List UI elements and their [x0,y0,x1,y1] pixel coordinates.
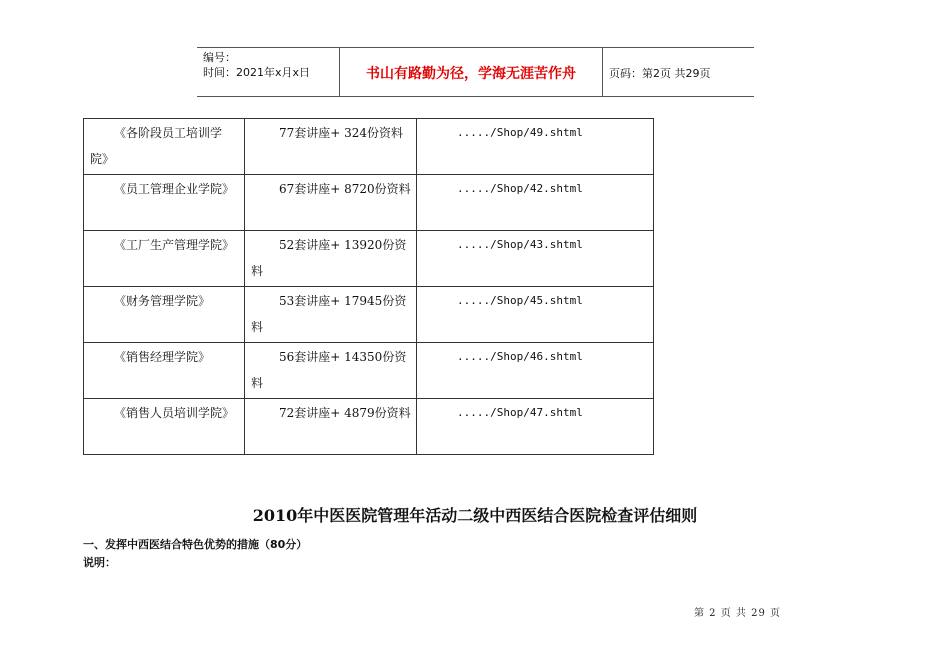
header-divider [602,47,603,97]
course-name-cell [84,399,245,455]
course-url-text: ...../Shop/49.shtml [457,126,583,139]
course-amount-cell [245,231,417,287]
course-url-text: ...../Shop/45.shtml [457,294,583,307]
page-header [197,47,754,97]
course-name-cell [84,119,245,175]
course-url-text: ...../Shop/42.shtml [457,182,583,195]
course-name-text: 《财务管理学院》 [114,294,211,308]
header-divider [339,47,340,97]
document-title: 2010年中医医院管理年活动二级中西医结合医院检查评估细则 [252,506,698,525]
course-name-text: 《销售经理学院》 [114,350,211,364]
course-amount-cell [245,399,417,455]
header-page-info: 页码：第2页 共29页 [609,67,711,80]
course-name-text: 《员工管理企业学院》 [114,182,235,196]
note-label: 说明： [83,556,116,569]
course-name-cell [84,287,245,343]
header-bottom-rule [197,96,754,97]
course-name-cell [84,175,245,231]
course-amount-text: 67套讲座+ 8720份资料 [279,182,411,196]
course-url-cell [417,343,654,399]
course-url-text: ...../Shop/46.shtml [457,350,583,363]
course-url-cell [417,287,654,343]
course-amount-text: 52套讲座+ 13920份资料 [251,238,407,278]
course-amount-cell [245,287,417,343]
course-url-text: ...../Shop/43.shtml [457,238,583,251]
course-amount-cell [245,343,417,399]
course-url-text: ...../Shop/47.shtml [457,406,583,419]
table-row [84,175,654,231]
course-url-cell [417,119,654,175]
course-amount-text: 77套讲座+ 324份资料 [279,126,404,140]
course-table [83,118,654,455]
course-amount-cell [245,119,417,175]
course-name-text: 《销售人员培训学院》 [114,406,235,420]
course-name-cell [84,343,245,399]
page-footer: 第 2 页 共 29 页 [694,608,781,619]
course-name-text: 《工厂生产管理学院》 [114,238,235,252]
course-amount-text: 56套讲座+ 14350份资料 [251,350,407,390]
table-row [84,231,654,287]
course-url-cell [417,231,654,287]
course-amount-text: 53套讲座+ 17945份资料 [251,294,407,334]
header-motto: 书山有路勤为径，学海无涯苦作舟 [366,66,576,82]
header-top-rule [197,47,754,48]
table-row [84,287,654,343]
section-heading: 一、发挥中西医结合特色优势的措施（80分） [83,538,308,551]
table-row [84,399,654,455]
course-url-cell [417,175,654,231]
course-table-body [84,119,654,455]
course-name-cell [84,231,245,287]
header-number-label: 编号： [203,51,236,64]
course-url-cell [417,399,654,455]
table-row [84,119,654,175]
header-meta [203,50,310,80]
course-amount-text: 72套讲座+ 4879份资料 [279,406,411,420]
course-amount-cell [245,175,417,231]
course-name-text: 《各阶段员工培训学院》 [90,126,223,166]
header-time-label: 时间：2021年x月x日 [203,66,311,79]
table-row [84,343,654,399]
